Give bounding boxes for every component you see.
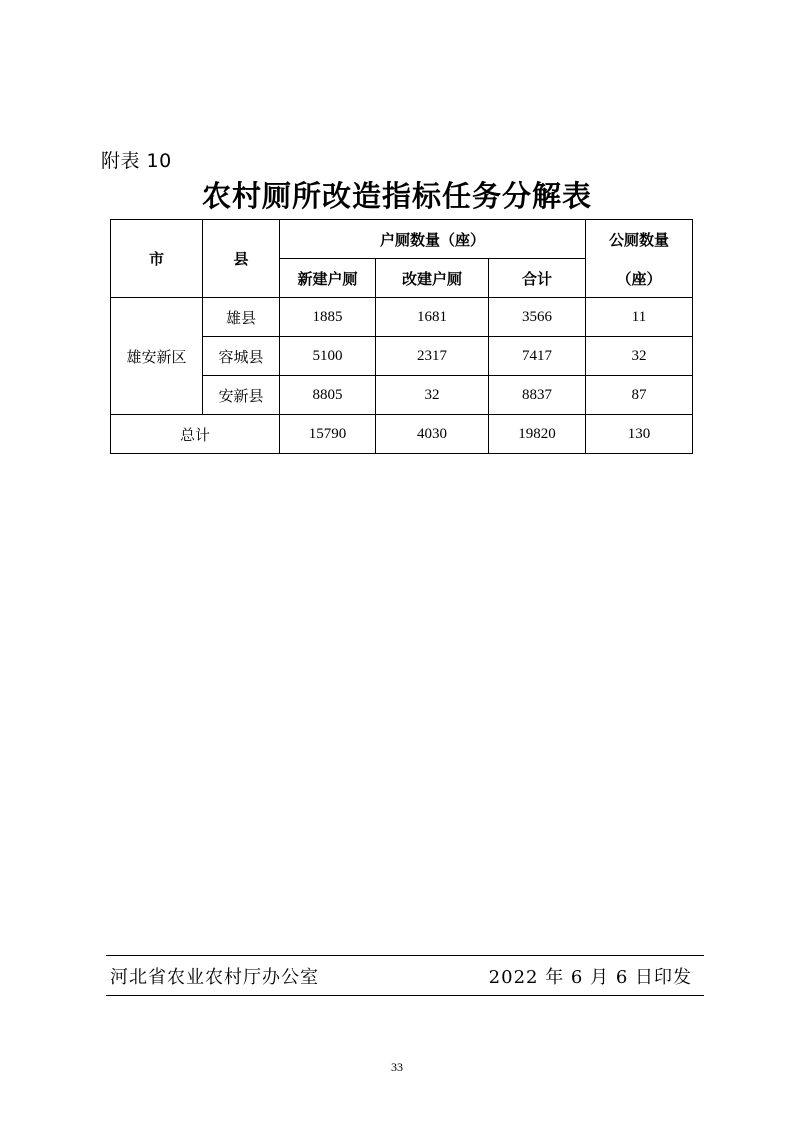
appendix-label: 附表 10 bbox=[101, 150, 172, 172]
county-cell: 安新县 bbox=[203, 376, 280, 415]
city-cell: 雄安新区 bbox=[111, 298, 203, 415]
new-cell: 8805 bbox=[280, 376, 376, 415]
header-public-line2: （座） bbox=[616, 269, 662, 288]
public-cell: 11 bbox=[586, 298, 693, 337]
renovated-cell: 2317 bbox=[376, 337, 489, 376]
public-cell: 87 bbox=[586, 376, 693, 415]
renovated-cell: 32 bbox=[376, 376, 489, 415]
total-subtotal: 19820 bbox=[489, 415, 586, 454]
subtotal-cell: 7417 bbox=[489, 337, 586, 376]
footer-date: 2022 年 6 月 6 日印发 bbox=[488, 967, 692, 988]
new-cell: 1885 bbox=[280, 298, 376, 337]
county-cell: 容城县 bbox=[203, 337, 280, 376]
county-cell: 雄县 bbox=[203, 298, 280, 337]
total-row bbox=[111, 415, 693, 454]
new-cell: 5100 bbox=[280, 337, 376, 376]
footer-divider-bottom bbox=[106, 995, 704, 996]
total-renovated: 4030 bbox=[376, 415, 489, 454]
task-table bbox=[110, 219, 693, 454]
public-cell: 32 bbox=[586, 337, 693, 376]
total-label: 总计 bbox=[111, 415, 280, 454]
header-city: 市 bbox=[111, 220, 203, 298]
page-title: 农村厕所改造指标任务分解表 bbox=[201, 179, 592, 213]
header-renovated: 改建户厕 bbox=[376, 259, 489, 298]
header-public-line1: 公厕数量 bbox=[609, 230, 670, 249]
page-number: 33 bbox=[391, 1060, 403, 1074]
header-subtotal: 合计 bbox=[489, 259, 586, 298]
subtotal-cell: 8837 bbox=[489, 376, 586, 415]
table-row bbox=[111, 298, 693, 337]
header-household-group: 户厕数量（座） bbox=[280, 220, 586, 259]
header-new: 新建户厕 bbox=[280, 259, 376, 298]
total-new: 15790 bbox=[280, 415, 376, 454]
footer-divider-top bbox=[106, 955, 704, 956]
subtotal-cell: 3566 bbox=[489, 298, 586, 337]
total-public: 130 bbox=[586, 415, 693, 454]
renovated-cell: 1681 bbox=[376, 298, 489, 337]
header-public bbox=[586, 220, 693, 298]
header-county: 县 bbox=[203, 220, 280, 298]
footer-issuer: 河北省农业农村厅办公室 bbox=[110, 967, 319, 988]
